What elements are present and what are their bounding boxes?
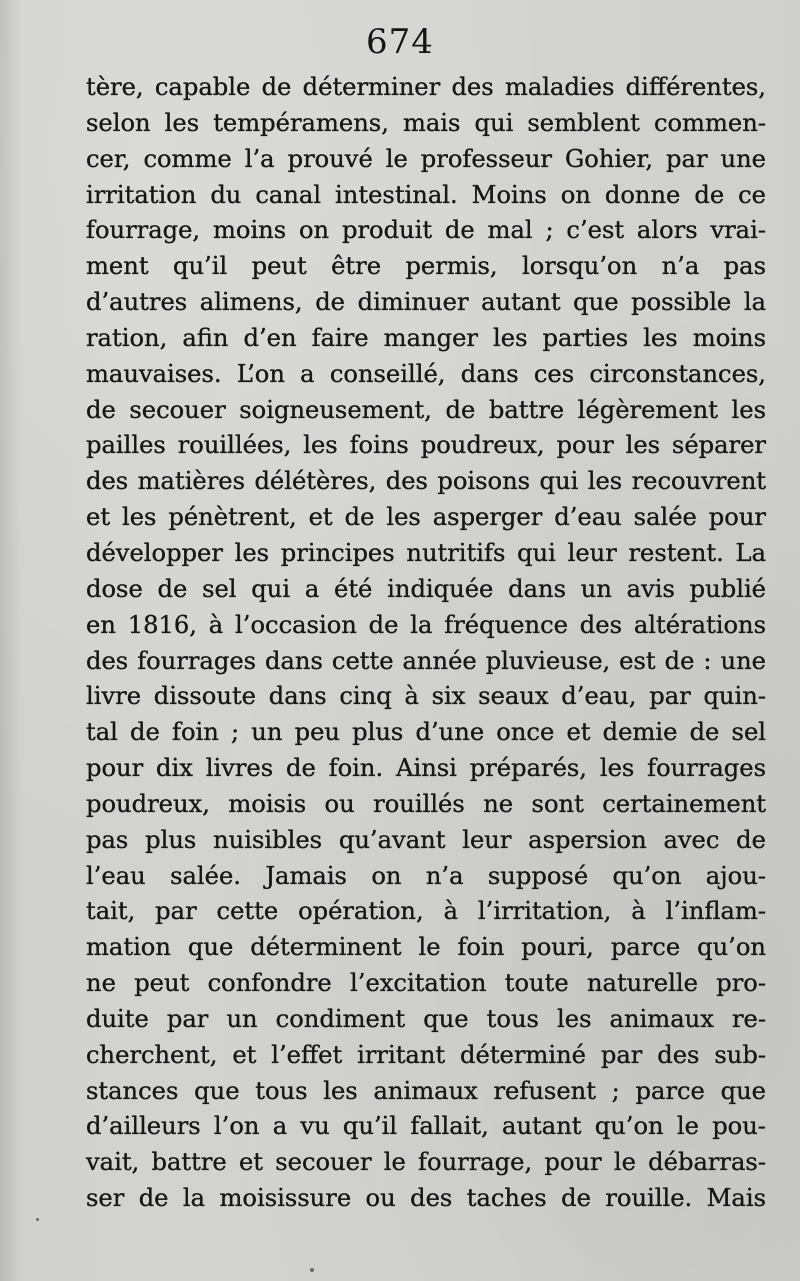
- text-line: pailles rouillées, les foins poudreux, pour les séparer: [86, 431, 766, 460]
- text-line: pas plus nuisibles qu’avant leur aspersion avec de: [86, 825, 766, 854]
- ink-speck: [36, 1218, 39, 1221]
- text-line: tal de foin ; un peu plus d’une once et demie de sel: [86, 718, 766, 747]
- text-line: développer les principes nutritifs qui leur restent. La: [86, 538, 766, 567]
- page-number: 674: [366, 22, 434, 62]
- text-line: tait, par cette opération, à l’irritation, à l’inflam-: [86, 897, 766, 926]
- text-line: poudreux, moisis ou rouillés ne sont certainement: [86, 789, 766, 818]
- text-line: stances que tous les animaux refusent ; parce que: [86, 1076, 766, 1105]
- text-line: mation que déterminent le foin pouri, parce qu’on: [86, 933, 766, 962]
- text-line: fourrage, moins on produit de mal ; c’est alors vrai-: [86, 216, 766, 245]
- text-line: cer, comme l’a prouvé le professeur Gohier, par une: [86, 144, 766, 173]
- text-line: vait, battre et secouer le fourrage, pour le débarras-: [86, 1148, 766, 1177]
- text-line: d’ailleurs l’on a vu qu’il fallait, autant qu’on le pou-: [86, 1112, 766, 1141]
- text-line: en 1816, à l’occasion de la fréquence des altérations: [86, 610, 766, 639]
- text-line: mauvaises. L’on a conseillé, dans ces circonstances,: [86, 359, 766, 388]
- text-line: et les pénètrent, et de les asperger d’eau salée pour: [86, 503, 766, 532]
- text-line: pour dix livres de foin. Ainsi préparés, les fourrages: [86, 754, 766, 783]
- text-line: l’eau salée. Jamais on n’a supposé qu’on ajou-: [86, 861, 766, 890]
- body-text: [86, 70, 766, 1217]
- text-line: dose de sel qui a été indiquée dans un avis publié: [86, 574, 766, 603]
- text-line: livre dissoute dans cinq à six seaux d’eau, par quin-: [86, 682, 766, 711]
- text-line: duite par un condiment que tous les animaux re-: [86, 1004, 766, 1033]
- text-line: cherchent, et l’effet irritant déterminé par des sub-: [86, 1040, 766, 1069]
- text-line: d’autres alimens, de diminuer autant que possible la: [86, 288, 766, 317]
- text-line: de secouer soigneusement, de battre légèrement les: [86, 395, 766, 424]
- ink-speck: [310, 1268, 314, 1272]
- text-line: ration, afin d’en faire manger les parties les moins: [86, 323, 766, 352]
- text-line: ne peut confondre l’excitation toute naturelle pro-: [86, 969, 766, 998]
- text-line: selon les tempéramens, mais qui semblent commen-: [86, 108, 766, 137]
- text-line: ment qu’il peut être permis, lorsqu’on n’a pas: [86, 252, 766, 281]
- text-line: des matières délétères, des poisons qui les recouvrent: [86, 467, 766, 496]
- text-line: tère, capable de déterminer des maladies différentes,: [86, 73, 766, 101]
- text-line: ser de la moisissure ou des taches de rouille. Mais: [86, 1184, 766, 1213]
- text-line: irritation du canal intestinal. Moins on donne de ce: [86, 180, 766, 209]
- text-line: des fourrages dans cette année pluvieuse, est de : une: [86, 646, 766, 675]
